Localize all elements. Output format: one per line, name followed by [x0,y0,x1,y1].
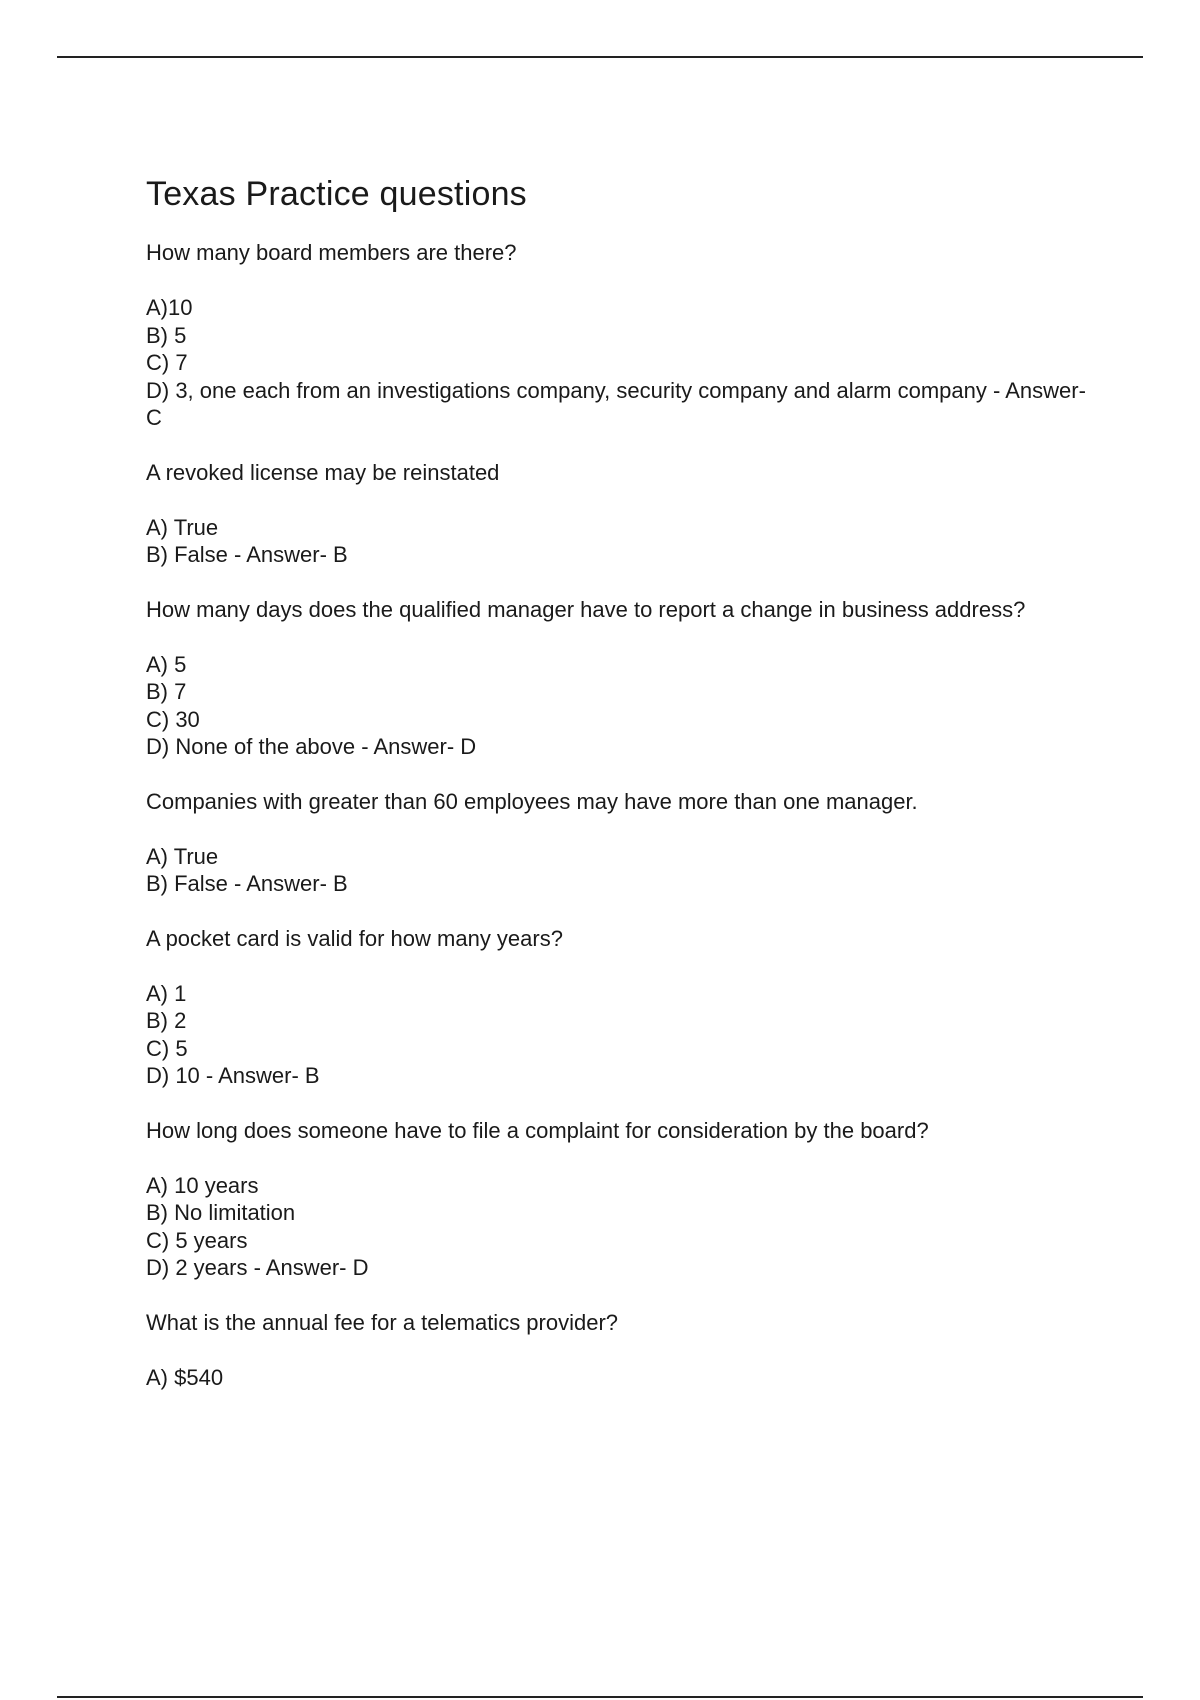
question-text: How many days does the qualified manager have to report a change in business address? [146,596,1026,622]
option-b: B) No limitation [146,1200,296,1225]
option-d: D) 10 - Answer- B [146,1063,320,1088]
option-b: B) 7 [146,679,187,704]
option-a: A)10 [146,295,193,320]
answer-options [146,294,1106,432]
question-text: What is the annual fee for a telematics provider? [146,1309,619,1335]
option-a: A) 1 [146,980,187,1006]
bottom-divider [57,1696,1143,1698]
option-a: A) 5 [146,651,187,677]
answer-options [146,1364,1106,1392]
question-block-5 [146,925,1106,1090]
option-b: B) False - Answer- B [146,542,348,567]
answer-options [146,1172,1106,1282]
document-body [146,171,1106,1418]
question-text: How many board members are there? [146,240,517,265]
question-block-3 [146,596,1106,761]
option-c: C) 30 [146,706,200,732]
option-a: A) 10 years [146,1172,259,1198]
question-block-1 [146,239,1106,432]
answer-options [146,514,1106,569]
option-b: B) False - Answer- B [146,871,348,896]
top-divider [57,56,1143,58]
option-b: B) 5 [146,322,187,348]
answer-options [146,843,1106,898]
page-title: Texas Practice questions [146,175,527,213]
option-b: B) 2 [146,1008,187,1033]
answer-options [146,980,1106,1090]
question-block-7 [146,1309,1106,1392]
option-c: C) 5 [146,1035,188,1061]
question-text: How long does someone have to file a complaint for consideration by the board? [146,1117,929,1143]
option-a: A) $540 [146,1364,224,1390]
option-c: C) 7 [146,350,188,375]
question-text: Companies with greater than 60 employees may have more than one manager. [146,788,918,814]
option-d: D) 3, one each from an investigations company, security company and alarm company - Answer- C [146,377,1086,430]
option-c: C) 5 years [146,1227,248,1253]
question-block-2 [146,459,1106,569]
option-a: A) True [146,843,219,869]
question-block-6 [146,1117,1106,1282]
question-block-4 [146,788,1106,898]
question-text: A revoked license may be reinstated [146,459,500,485]
option-d: D) 2 years - Answer- D [146,1255,369,1280]
answer-options [146,651,1106,761]
question-text: A pocket card is valid for how many years? [146,925,563,951]
option-d: D) None of the above - Answer- D [146,734,477,759]
option-a: A) True [146,514,219,540]
